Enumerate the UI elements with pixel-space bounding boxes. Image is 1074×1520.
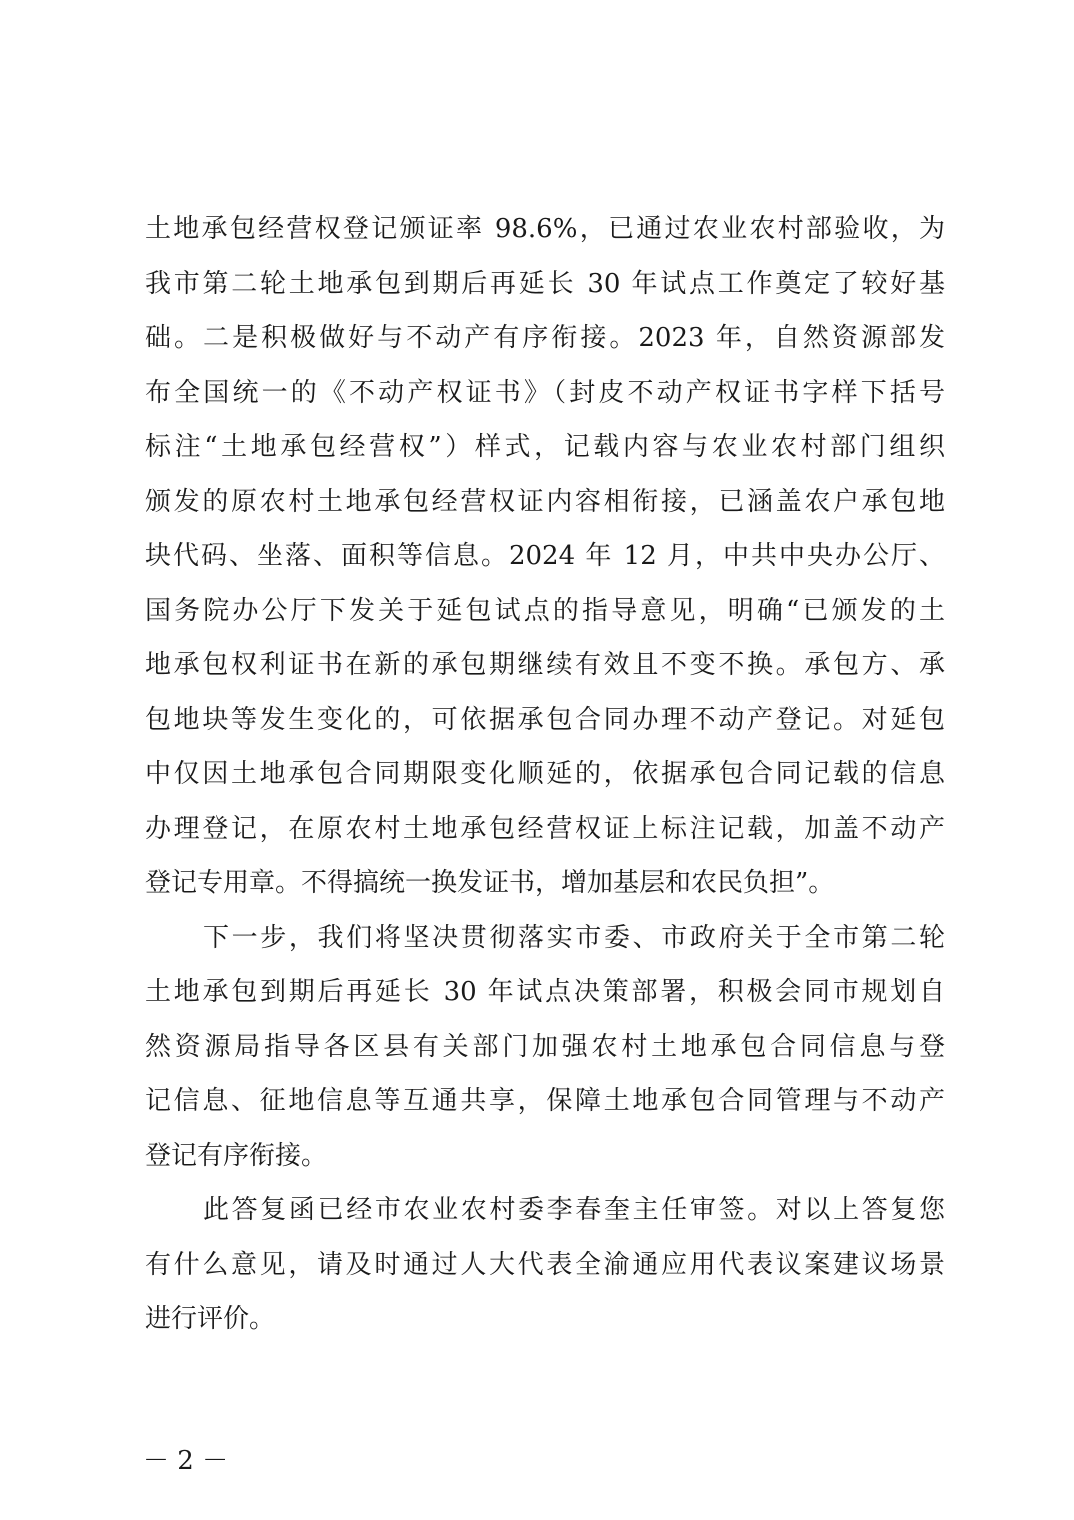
text-line: 标注“土地承包经营权”）样式，记载内容与农业农村部门组织 <box>145 432 945 462</box>
text-line: 包地块等发生变化的，可依据承包合同办理不动产登记。对延包 <box>145 704 945 735</box>
text-line: 地承包权利证书在新的承包期继续有效且不变不换。承包方、承 <box>145 650 945 680</box>
text-line: 颁发的原农村土地承包经营权证内容相衔接，已涵盖农户承包地 <box>145 486 945 517</box>
text-line: 我市第二轮土地承包到期后再延长 30 年试点工作奠定了较好基 <box>145 268 945 299</box>
text-line: 登记专用章。不得搞统一换发证书，增加基层和农民负担”。 <box>145 868 835 898</box>
text-line: 块代码、坐落、面积等信息。2024 年 12 月，中共中央办公厅、 <box>145 541 945 571</box>
text-line: 有什么意见，请及时通过人大代表全渝通应用代表议案建议场景 <box>145 1249 945 1280</box>
paragraph-2 <box>145 911 945 1184</box>
text-line: 记信息、征地信息等互通共享，保障土地承包合同管理与不动产 <box>145 1086 945 1116</box>
text-line: 土地承包经营权登记颁证率 98.6%，已通过农业农村部验收，为 <box>145 214 945 244</box>
text-line: 土地承包到期后再延长 30 年试点决策部署，积极会同市规划自 <box>145 977 945 1007</box>
text-line: 登记有序衔接。 <box>145 1140 328 1171</box>
page-number: － 2 － <box>143 1446 229 1476</box>
text-line: 下一步，我们将坚决贯彻落实市委、市政府关于全市第二轮 <box>203 922 945 953</box>
text-line: 进行评价。 <box>145 1304 276 1334</box>
text-line: 然资源局指导各区县有关部门加强农村土地承包合同信息与登 <box>145 1031 945 1062</box>
text-line: 国务院办公厅下发关于延包试点的指导意见，明确“已颁发的土 <box>145 595 945 626</box>
text-line: 中仅因土地承包合同期限变化顺延的，依据承包合同记载的信息 <box>145 759 945 789</box>
body-text <box>145 202 945 1347</box>
text-line: 此答复函已经市农业农村委李春奎主任审签。对以上答复您 <box>203 1195 945 1225</box>
paragraph-3 <box>145 1183 945 1347</box>
paragraph-1 <box>145 202 945 911</box>
text-line: 础。二是积极做好与不动产有序衔接。2023 年，自然资源部发 <box>145 323 945 353</box>
text-line: 布全国统一的《不动产权证书》（封皮不动产权证书字样下括号 <box>145 377 945 408</box>
text-line: 办理登记，在原农村土地承包经营权证上标注记载，加盖不动产 <box>145 813 945 844</box>
